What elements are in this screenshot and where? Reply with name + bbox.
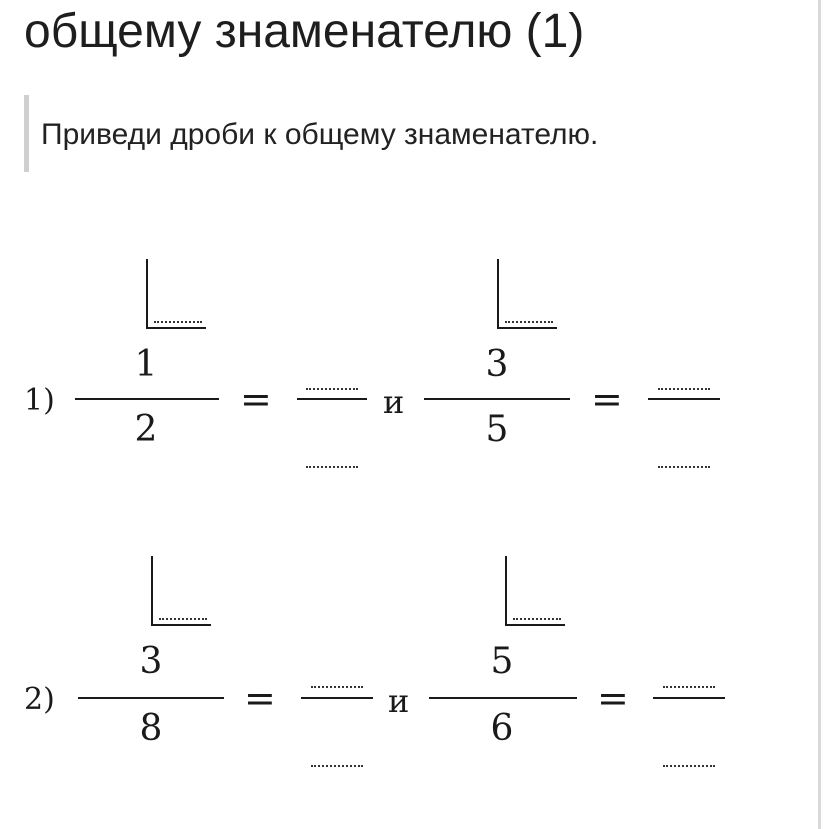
answer-b-bar bbox=[648, 398, 720, 400]
answer-b-bar bbox=[653, 697, 725, 699]
problem-label: 2) bbox=[24, 682, 55, 717]
quote-bar bbox=[24, 95, 29, 172]
answer-b-denominator-input[interactable] bbox=[658, 466, 710, 468]
fraction-b-numerator: 5 bbox=[490, 641, 514, 682]
fraction-a-denominator: 8 bbox=[139, 708, 163, 749]
answer-a-numerator-input[interactable] bbox=[306, 388, 358, 390]
additional-factor-input-b[interactable] bbox=[513, 618, 561, 620]
answer-a-numerator-input[interactable] bbox=[311, 686, 363, 688]
answer-b-numerator-input[interactable] bbox=[658, 388, 710, 390]
additional-factor-input-b[interactable] bbox=[505, 321, 553, 323]
equals-sign: = bbox=[244, 676, 276, 720]
problem-2 bbox=[0, 552, 828, 772]
fraction-b-bar bbox=[424, 398, 570, 400]
fraction-a-bar bbox=[78, 697, 224, 699]
equals-sign: = bbox=[591, 377, 623, 421]
answer-a-denominator-input[interactable] bbox=[306, 466, 358, 468]
answer-a-bar bbox=[297, 398, 367, 400]
fraction-b-denominator: 6 bbox=[490, 708, 514, 749]
fraction-a-denominator: 2 bbox=[134, 409, 158, 450]
additional-factor-box-a bbox=[151, 556, 211, 626]
answer-a-denominator-input[interactable] bbox=[311, 765, 363, 767]
page-title: общему знаменателю (1) bbox=[24, 5, 585, 58]
fraction-a-numerator: 3 bbox=[139, 641, 163, 682]
equals-sign: = bbox=[240, 377, 272, 421]
task-instruction: Приведи дроби к общему знаменателю. bbox=[41, 118, 599, 151]
fraction-b-numerator: 3 bbox=[485, 344, 509, 385]
answer-a-bar bbox=[301, 697, 373, 699]
fraction-a-bar bbox=[75, 398, 219, 400]
problem-1 bbox=[0, 255, 828, 475]
conjunction: и bbox=[383, 383, 405, 421]
additional-factor-box-a bbox=[146, 259, 206, 329]
fraction-a-numerator: 1 bbox=[134, 344, 158, 385]
additional-factor-input-a[interactable] bbox=[154, 321, 202, 323]
answer-b-denominator-input[interactable] bbox=[663, 765, 715, 767]
additional-factor-box-b bbox=[505, 556, 565, 626]
additional-factor-input-a[interactable] bbox=[159, 618, 207, 620]
fraction-b-denominator: 5 bbox=[485, 409, 509, 450]
answer-b-numerator-input[interactable] bbox=[663, 686, 715, 688]
equals-sign: = bbox=[597, 676, 629, 720]
additional-factor-box-b bbox=[497, 259, 557, 329]
fraction-b-bar bbox=[429, 697, 577, 699]
problem-label: 1) bbox=[24, 383, 55, 418]
conjunction: и bbox=[388, 682, 410, 720]
